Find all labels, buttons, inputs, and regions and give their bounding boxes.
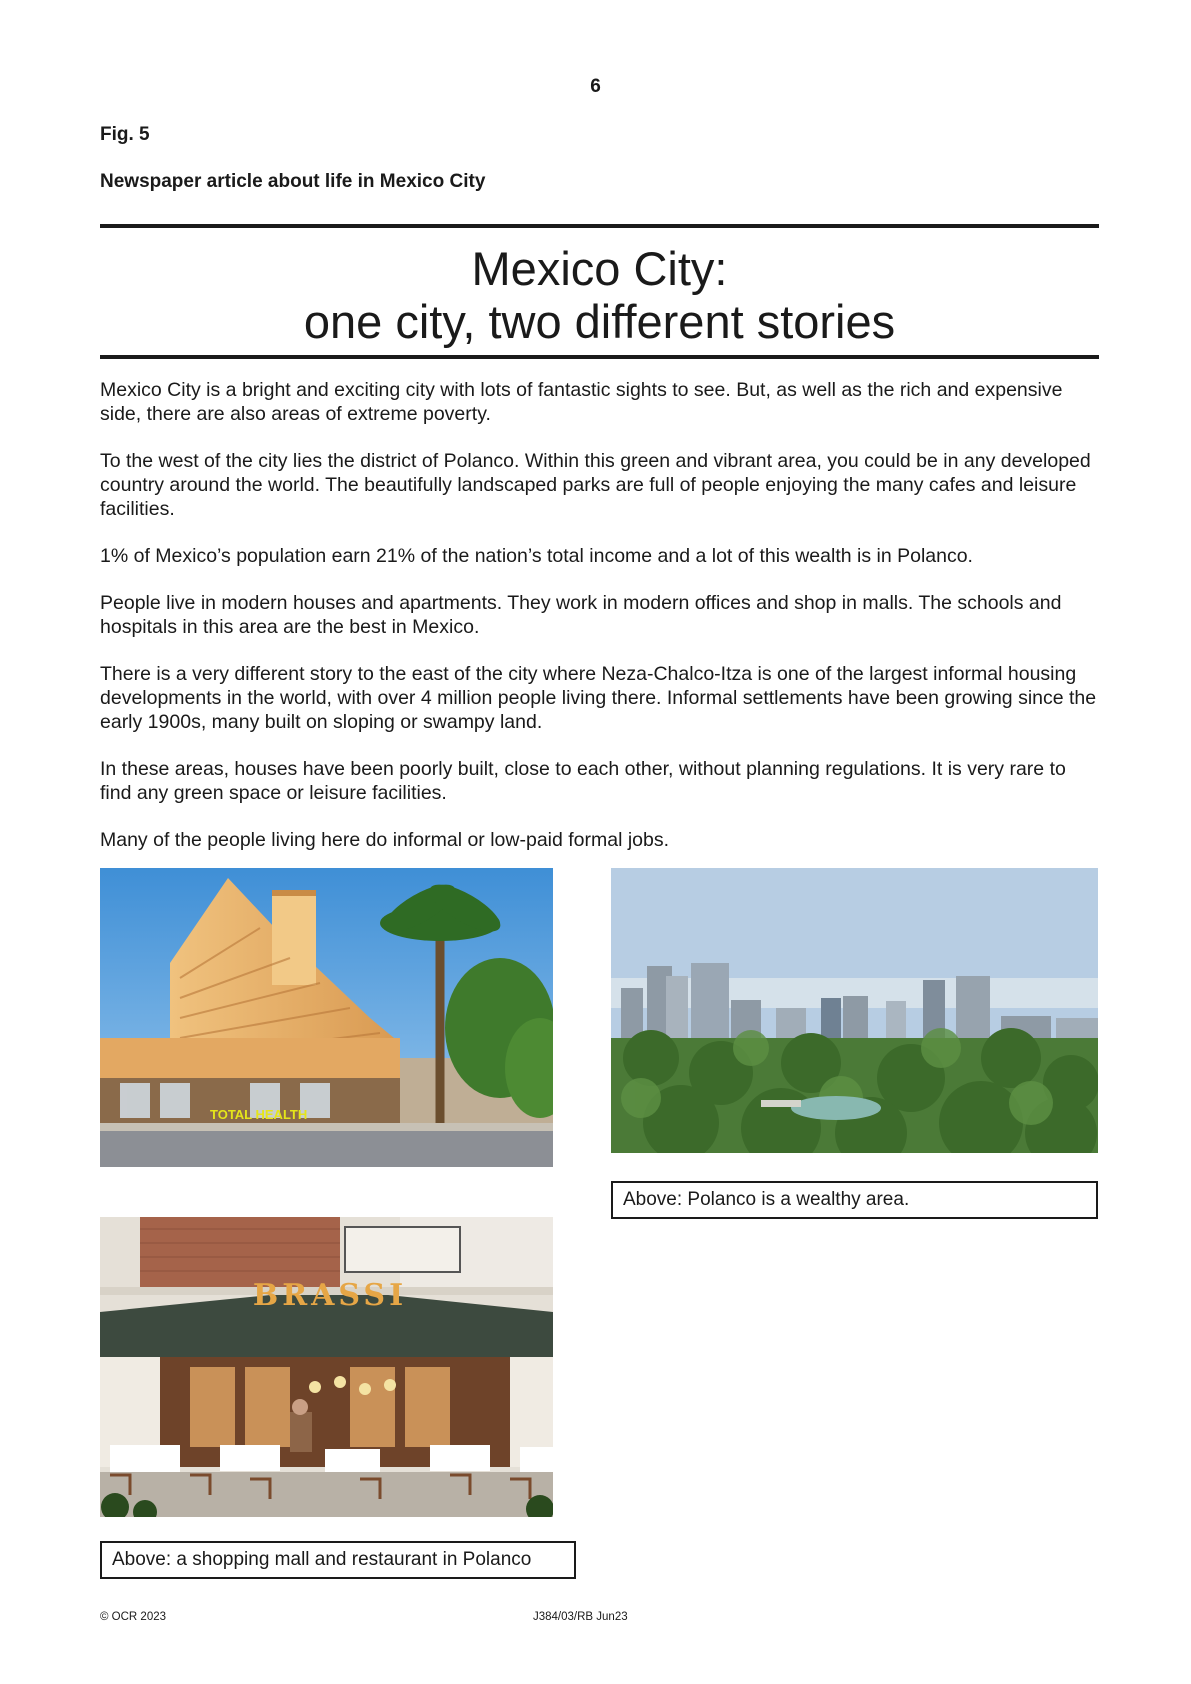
figure-label: Fig. 5 xyxy=(100,124,150,145)
article-headline xyxy=(100,242,1099,348)
headline-line-2: one city, two different stories xyxy=(303,295,896,348)
article-paragraph: In these areas, houses have been poorly built, close to each other, without planning regulations. It is very rare to find any green space or leisure facilities. xyxy=(100,758,1066,804)
article-paragraph: Mexico City is a bright and exciting city with lots of fantastic sights to see. But, as well as the rich and expensive side, there are also areas of extreme poverty. xyxy=(100,379,1063,425)
polanco-park-skyline-photo xyxy=(611,868,1098,1153)
article-paragraph: Many of the people living here do informal or low-paid formal jobs. xyxy=(100,829,670,851)
shopping-mall-photo xyxy=(100,868,553,1167)
restaurant-photo xyxy=(100,1217,553,1517)
restaurant-sign-text: BRASSI xyxy=(252,1278,408,1313)
article-paragraph: There is a very different story to the east of the city where Neza-Chalco-Itza is one of the largest informal housing developments in the world, with over 4 million people living there. Informal settlements have been growing since the early 1900s, many built on sloping or swampy land. xyxy=(100,663,1097,733)
mall-sign-text: TOTAL HEALTH xyxy=(210,1107,308,1122)
article-body xyxy=(100,378,1100,875)
article-paragraph: People live in modern houses and apartments. They work in modern offices and shop in malls. The schools and hospitals in this area are the best in Mexico. xyxy=(100,592,1062,638)
figure-caption: Newspaper article about life in Mexico City xyxy=(100,171,486,192)
footer-paper-code: J384/03/RB Jun23 xyxy=(533,1611,628,1623)
article-paragraph: To the west of the city lies the district of Polanco. Within this green and vibrant area, you could be in any developed country around the world. The beautifully landscaped parks are full of people enjoying the many cafes and leisure facilities. xyxy=(100,450,1091,520)
headline-line-1: Mexico City: xyxy=(471,242,728,295)
footer-copyright: © OCR 2023 xyxy=(100,1611,167,1623)
article-paragraph: 1% of Mexico’s population earn 21% of the nation’s total income and a lot of this wealth is in Polanco. xyxy=(100,545,973,567)
headline-top-rule xyxy=(100,224,1099,228)
headline-bottom-rule xyxy=(100,355,1099,359)
caption-mall-restaurant: Above: a shopping mall and restaurant in Polanco xyxy=(100,1541,576,1579)
caption-polanco-wealthy: Above: Polanco is a wealthy area. xyxy=(611,1181,1098,1219)
page-number: 6 xyxy=(590,76,601,97)
